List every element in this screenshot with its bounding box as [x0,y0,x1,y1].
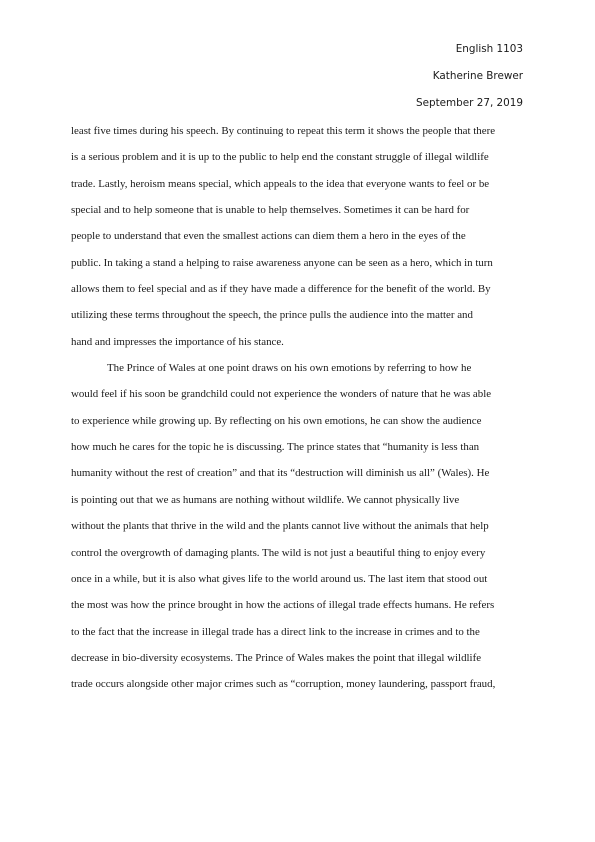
text-line: special and to help someone that is unable to help themselves. Sometimes it can be hard for [71,204,470,217]
body-text [71,118,523,698]
text-line: trade. Lastly, heroism means special, which appeals to the idea that everyone wants to feel or be [71,177,490,190]
text-line: least five times during his speech. By continuing to repeat this term it shows the people that there [71,125,496,137]
text-line: people to understand that even the smallest actions can diem them a hero in the eyes of the [71,230,466,243]
author-name: Katherine Brewer [432,70,523,83]
text-line: is pointing out that we as humans are nothing without wildlife. We cannot physically live [71,493,460,506]
text-line: to experience while growing up. By reflecting on his own emotions, he can show the audience [71,414,482,427]
text-line: trade occurs alongside other major crimes such as “corruption, money laundering, passport fraud, [71,678,496,691]
text-line: without the plants that thrive in the wild and the plants cannot live without the animals that help [71,520,489,533]
text-line: to the fact that the increase in illegal trade has a direct link to the increase in crimes and to the [71,625,480,638]
text-line: hand and impresses the importance of his stance. [71,335,284,348]
course-name: English 1103 [455,43,523,55]
text-line: allows them to feel special and as if they have made a difference for the benefit of the world. By [71,283,491,296]
text-line: the most was how the prince brought in how the actions of illegal trade effects humans. He refers [71,599,495,612]
paragraph [71,355,523,697]
text-line: The Prince of Wales at one point draws on his own emotions by referring to how he [107,362,472,375]
text-line: humanity without the rest of creation” and that its “destruction will diminish us all” (Wales). He [71,467,490,480]
page-header [416,36,523,118]
text-line: public. In taking a stand a helping to raise awareness anyone can be seen as a hero, which in turn [71,256,493,269]
text-line: would feel if his soon be grandchild could not experience the wonders of nature that he was able [71,388,492,401]
text-line: once in a while, but it is also what gives life to the world around us. The last item that stood out [71,572,488,585]
text-line: utilizing these terms throughout the speech, the prince pulls the audience into the matter and [71,309,473,322]
text-line: decrease in bio-diversity ecosystems. The Prince of Wales makes the point that illegal wildlife [71,651,482,664]
paragraph [71,118,523,355]
text-line: is a serious problem and it is up to the public to help end the constant struggle of illegal wildlife [71,151,489,164]
text-line: control the overgrowth of damaging plants. The wild is not just a beautiful thing to enjoy every [71,546,486,559]
document-date: September 27, 2019 [415,97,523,110]
text-line: how much he cares for the topic he is discussing. The prince states that “humanity is less than [71,441,480,454]
